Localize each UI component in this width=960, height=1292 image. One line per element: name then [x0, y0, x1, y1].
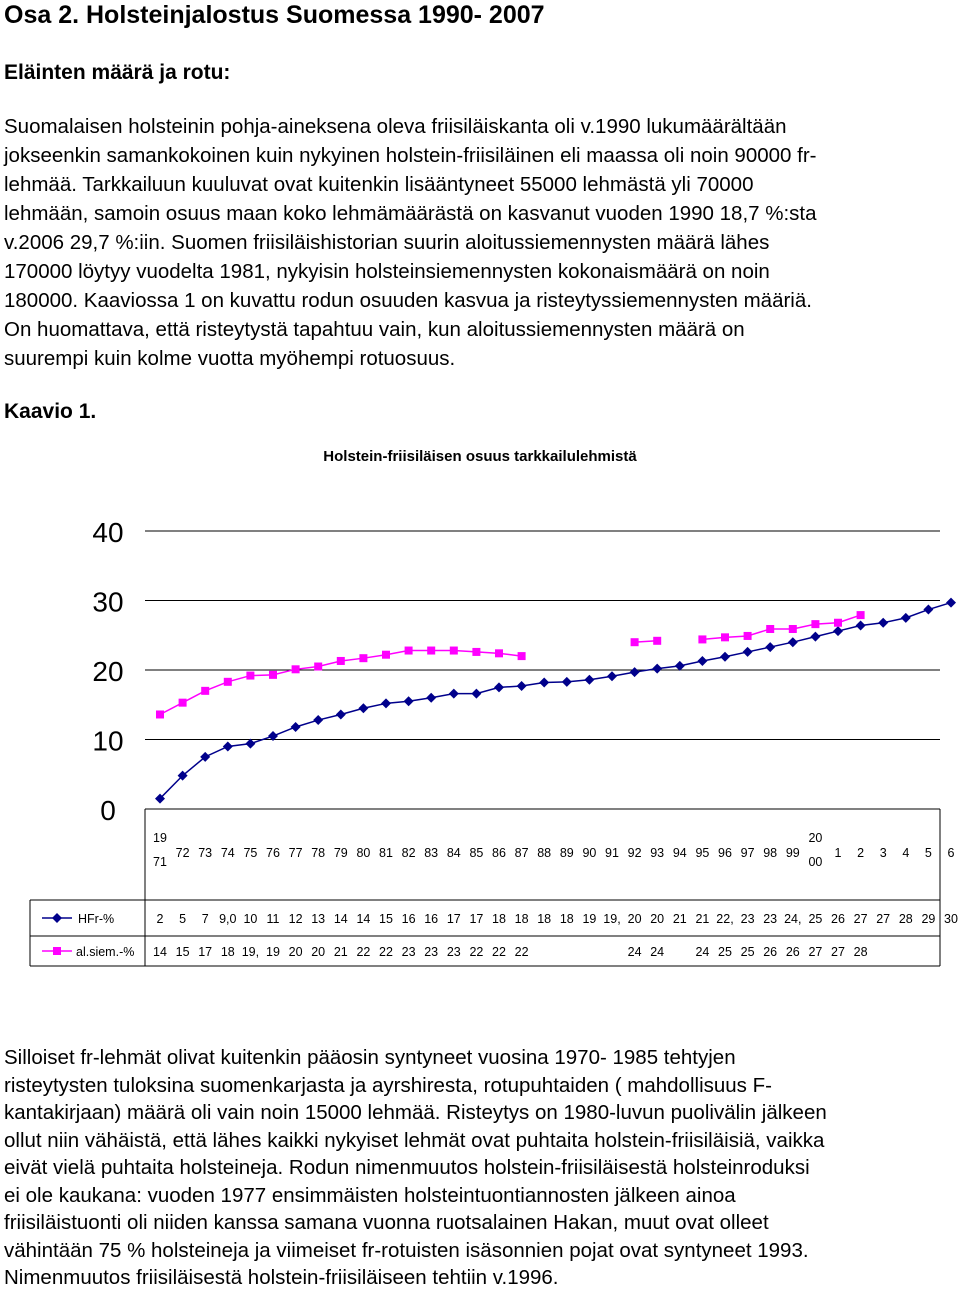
data-point-square [337, 657, 345, 665]
data-point-diamond [946, 598, 956, 608]
table-value: 16 [401, 912, 416, 926]
table-value: 19, [241, 945, 260, 959]
table-value: 19 [266, 945, 280, 959]
x-tick-label: 95 [695, 846, 710, 860]
y-tick-label: 30 [92, 586, 124, 618]
data-point-square [224, 678, 232, 686]
legend-marker-diamond [52, 913, 62, 923]
x-tick-label: 82 [401, 846, 416, 860]
table-value: 29 [921, 912, 936, 926]
data-point-square [721, 633, 729, 641]
table-value: 11 [266, 912, 280, 926]
legend-series-name: HFr-% [78, 912, 115, 926]
data-point-square [518, 652, 526, 660]
data-point-diamond [494, 682, 504, 692]
x-tick-label: 99 [785, 846, 800, 860]
table-value: 21 [695, 912, 710, 926]
table-value: 22, [716, 912, 734, 926]
series-line [160, 603, 951, 799]
x-tick-label: 94 [672, 846, 687, 860]
x-tick-label: 87 [514, 846, 529, 860]
data-point-diamond [517, 681, 527, 691]
data-point-diamond [358, 703, 368, 713]
table-value: 28 [853, 945, 868, 959]
table-value: 22 [356, 945, 371, 959]
data-point-diamond [878, 618, 888, 628]
table-value: 24 [650, 945, 665, 959]
data-point-diamond [856, 621, 866, 631]
data-point-square [427, 647, 435, 655]
table-value: 2 [156, 912, 164, 926]
x-tick-label: 5 [924, 846, 932, 860]
section-subtitle: Eläinten määrä ja rotu: [4, 61, 231, 84]
table-value: 23 [763, 912, 778, 926]
table-value: 22 [469, 945, 484, 959]
x-tick-label: 96 [718, 846, 732, 860]
data-point-diamond [901, 613, 911, 623]
legend-marker-square [53, 947, 61, 955]
table-value: 26 [785, 945, 800, 959]
table-value: 21 [333, 945, 348, 959]
x-tick-label: 98 [763, 846, 778, 860]
x-tick-label: 85 [469, 846, 484, 860]
x-tick-label: 89 [559, 846, 574, 860]
table-value: 20 [627, 912, 642, 926]
x-tick-label: 77 [288, 846, 303, 860]
x-tick-label: 78 [311, 846, 326, 860]
table-value: 20 [288, 945, 303, 959]
x-tick-label: 74 [220, 846, 235, 860]
data-point-square [269, 671, 277, 679]
x-tick-label: 88 [537, 846, 552, 860]
table-value: 24 [627, 945, 642, 959]
table-value: 18 [492, 912, 506, 926]
table-value: 16 [424, 912, 439, 926]
table-value: 9,0 [219, 912, 237, 926]
data-point-diamond [652, 664, 662, 674]
y-tick-label: 20 [92, 656, 124, 687]
table-value: 26 [763, 945, 778, 959]
data-point-diamond [562, 677, 572, 687]
data-point-square [314, 663, 322, 671]
x-tick-label: 20 [808, 831, 823, 845]
data-point-square [495, 649, 503, 657]
table-value: 5 [179, 912, 187, 926]
x-tick-label: 90 [582, 846, 597, 860]
data-point-diamond [833, 626, 843, 636]
data-point-diamond [697, 656, 707, 666]
table-value: 27 [853, 912, 868, 926]
intro-paragraph: Suomalaisen holsteinin pohja-aineksena oleva friisiläiskanta oli v.1990 lukumäärältään jokseenkin samankokoinen kuin nykyinen holstein-friisiläinen eli maassa oli noin 90000 fr- lehmää. Tarkkailuun kuuluvat ovat kuitenkin lisääntyneet 55000 lehmästä yli 70000 lehmään, samoin osuus maan koko lehmämäärästä on kasvanut vuoden 1990 18,7 %:sta v.2006 29,7 %:iin. Suomen friisiläishistorian suurin aloitussiemennysten määrä lähes 170000 löytyy vuodelta 1981, nykyisin holsteinsiemennysten kokonaismäärä on noin 180000. Kaaviossa 1 on kuvattu rodun osuuden kasvua ja risteytyssiemennysten määriä. On huomattava, että risteytystä tapahtuu vain, kun aloitussiemennysten määrä on suurempi kuin kolme vuotta myöhempi rotuosuus. [4, 115, 817, 370]
data-point-square [472, 648, 480, 656]
table-value: 22 [514, 945, 529, 959]
table-value: 21 [672, 912, 687, 926]
table-value: 23 [740, 912, 755, 926]
data-point-square [766, 625, 774, 633]
table-value: 30 [944, 912, 958, 926]
data-point-square [359, 654, 367, 662]
data-point-square [698, 635, 706, 643]
data-point-diamond [743, 647, 753, 657]
table-value: 23 [401, 945, 416, 959]
x-tick-label: 79 [333, 846, 348, 860]
x-tick-label: 19 [153, 831, 167, 845]
legend-series-name: al.siem.-% [76, 945, 135, 959]
data-point-square [811, 620, 819, 628]
table-value: 19, [603, 912, 621, 926]
y-tick-label: 0 [100, 795, 116, 826]
table-value: 23 [446, 945, 461, 959]
data-point-diamond [471, 689, 481, 699]
table-value: 23 [424, 945, 439, 959]
data-point-square [405, 647, 413, 655]
x-tick-label: 4 [902, 846, 910, 860]
data-point-diamond [223, 741, 233, 751]
data-point-square [631, 638, 639, 646]
table-value: 14 [356, 912, 371, 926]
data-point-diamond [539, 678, 549, 688]
x-tick-label: 83 [424, 846, 439, 860]
data-point-square [834, 619, 842, 627]
x-tick-label: 84 [446, 846, 461, 860]
data-point-square [857, 611, 865, 619]
data-point-diamond [720, 652, 730, 662]
x-tick-label: 73 [198, 846, 213, 860]
data-point-diamond [584, 675, 594, 685]
data-point-diamond [404, 696, 414, 706]
data-point-square [292, 665, 300, 673]
table-value: 20 [650, 912, 665, 926]
data-point-square [201, 687, 209, 695]
table-value: 13 [311, 912, 326, 926]
table-value: 17 [446, 912, 461, 926]
data-point-diamond [630, 667, 640, 677]
table-value: 15 [379, 912, 393, 926]
table-value: 18 [537, 912, 552, 926]
data-point-diamond [810, 632, 820, 642]
data-point-diamond [313, 715, 323, 725]
table-value: 19 [582, 912, 597, 926]
data-point-diamond [923, 605, 933, 615]
data-point-square [246, 672, 254, 680]
table-value: 24 [695, 945, 710, 959]
table-value: 27 [831, 945, 845, 959]
table-value: 12 [288, 912, 303, 926]
x-tick-label: 75 [243, 846, 258, 860]
y-tick-label: 40 [92, 517, 124, 548]
x-tick-label: 80 [356, 846, 371, 860]
data-point-square [382, 651, 390, 659]
table-value: 18 [220, 945, 235, 959]
x-tick-label: 72 [175, 846, 190, 860]
table-value: 17 [198, 945, 213, 959]
data-point-diamond [381, 698, 391, 708]
x-tick-label: 81 [379, 846, 393, 860]
x-tick-label: 92 [627, 846, 642, 860]
table-value: 27 [808, 945, 823, 959]
data-point-square [179, 699, 187, 707]
x-tick-label: 00 [808, 855, 823, 869]
table-value: 27 [876, 912, 891, 926]
figure-label: Kaavio 1. [4, 400, 97, 423]
x-tick-label: 93 [650, 846, 665, 860]
x-tick-label: 1 [834, 846, 842, 860]
body-paragraph: Silloiset fr-lehmät olivat kuitenkin pääosin syntyneet vuosina 1970- 1985 tehtyjen risteytysten tuloksina suomenkarjasta ja ayrshiresta, rotupuhtaiden ( mahdollisuus F- kantakirjaan) määrä oli vain noin 15000 lehmää. Risteytys on 1980-luvun puolivälin jälkeen ollut niin vähäistä, että lähes kaikki nykyiset lehmät ovat puhtaita holstein-friisiläisiä, vaikka eivät vielä puhtaita holsteineja. Rodun nimenmuutos holstein-friisiläisestä holsteinroduksi ei ole kaukana: vuoden 1977 ensimmäisten holsteintuontiannosten jälkeen ainoa friisiläistuonti oli niiden kanssa samana vuonna ruotsalainen Hakan, muut ovat olleet vähintään 75 % holsteineja ja viimeiset fr-rotuisten isäsonnien pojat ovat syntyneet 1993. Nimenmuutos friisiläisestä holstein-friisiläiseen tehtiin v.1996. [4, 1046, 827, 1289]
data-point-diamond [788, 637, 798, 647]
table-value: 10 [243, 912, 258, 926]
data-point-diamond [426, 693, 436, 703]
data-point-square [789, 625, 797, 633]
table-value: 15 [175, 945, 190, 959]
x-tick-label: 71 [153, 855, 167, 869]
table-value: 25 [718, 945, 732, 959]
data-point-diamond [607, 671, 617, 681]
data-point-diamond [336, 709, 346, 719]
table-value: 14 [153, 945, 167, 959]
x-tick-label: 97 [740, 846, 755, 860]
data-point-diamond [765, 642, 775, 652]
table-value: 7 [201, 912, 209, 926]
table-value: 26 [831, 912, 845, 926]
x-tick-label: 3 [879, 846, 887, 860]
table-value: 20 [311, 945, 326, 959]
data-point-square [653, 637, 661, 645]
x-tick-label: 86 [492, 846, 506, 860]
x-tick-label: 91 [605, 846, 619, 860]
table-value: 25 [740, 945, 755, 959]
page-title: Osa 2. Holsteinjalostus Suomessa 1990- 2007 [4, 1, 545, 29]
table-value: 25 [808, 912, 823, 926]
table-value: 24, [784, 912, 802, 926]
table-value: 14 [333, 912, 348, 926]
data-point-square [450, 647, 458, 655]
table-value: 17 [469, 912, 484, 926]
data-point-square [156, 710, 164, 718]
data-point-diamond [291, 722, 301, 732]
table-value: 22 [379, 945, 393, 959]
data-point-diamond [449, 689, 459, 699]
x-tick-label: 2 [857, 846, 865, 860]
table-value: 28 [898, 912, 913, 926]
data-point-diamond [675, 661, 685, 671]
data-point-diamond [245, 739, 255, 749]
y-tick-label: 10 [92, 725, 124, 757]
chart-title: Holstein-friisiläisen osuus tarkkailulehmistä [323, 448, 637, 465]
data-point-square [744, 632, 752, 640]
table-value: 18 [514, 912, 529, 926]
x-tick-label: 76 [266, 846, 280, 860]
x-tick-label: 6 [947, 846, 955, 860]
table-value: 22 [492, 945, 506, 959]
table-value: 18 [559, 912, 574, 926]
